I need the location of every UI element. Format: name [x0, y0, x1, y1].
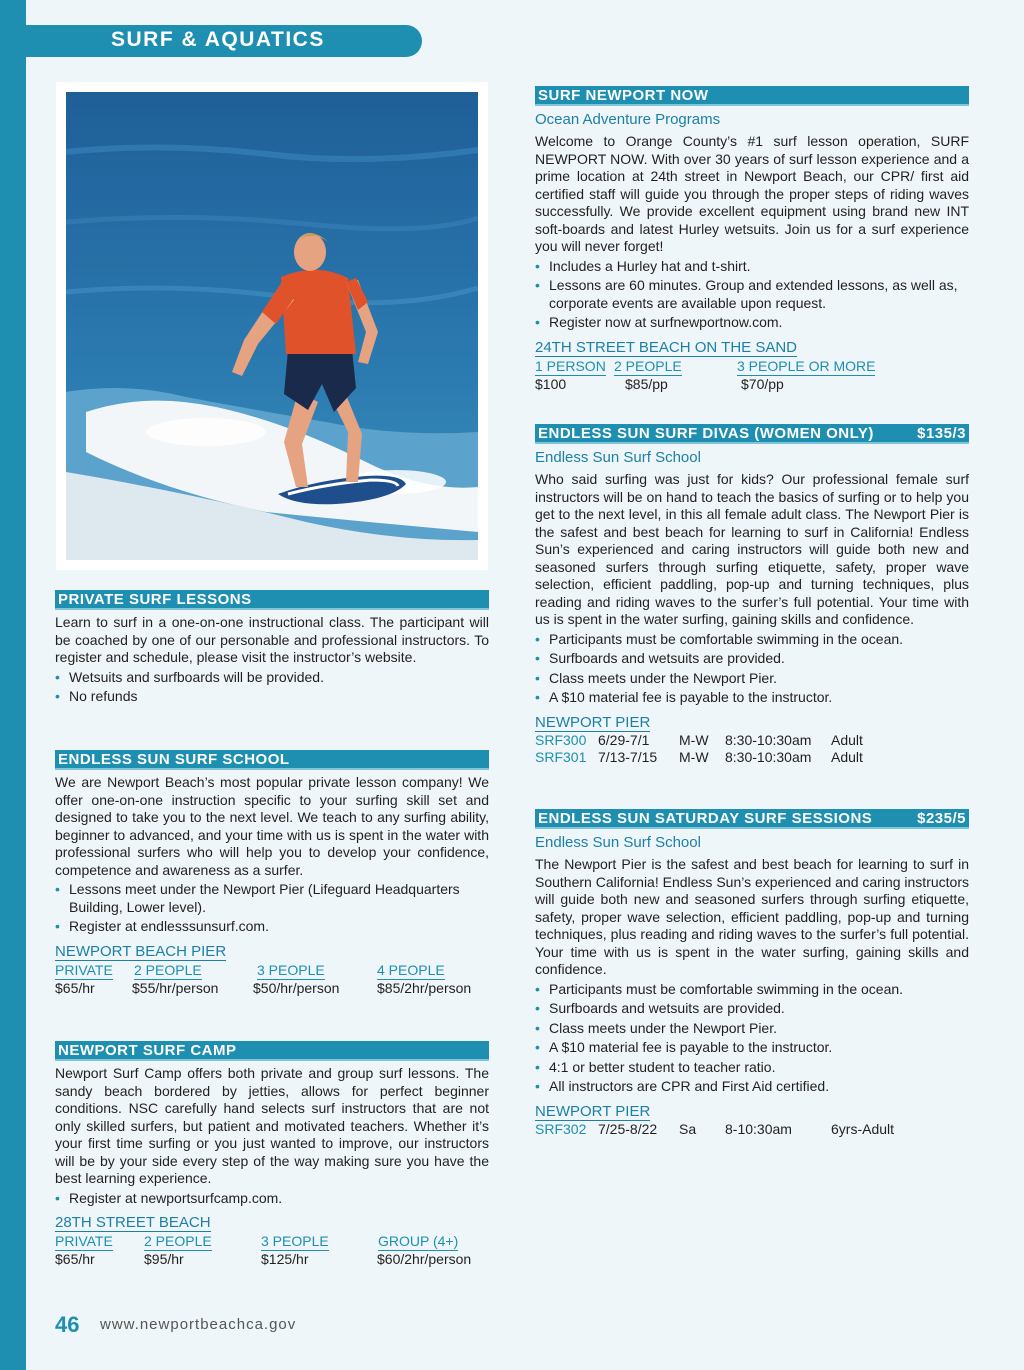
list-item: • A $10 material fee is payable to the instructor.	[535, 1039, 969, 1057]
surfer-photo-frame	[56, 82, 488, 570]
list-item: • No refunds	[55, 688, 489, 706]
newport-surf-camp-section	[55, 1041, 489, 1268]
list-item: • Lessons are 60 minutes. Group and extended lessons, as well as, corporate events are available upon request.	[535, 277, 969, 312]
list-item: • Surfboards and wetsuits are provided.	[535, 650, 969, 668]
surfer-photo	[66, 92, 478, 560]
list-item: • Wetsuits and surfboards will be provided.	[55, 669, 489, 687]
section-body: Learn to surf in a one-on-one instructional class. The participant will be coached by one of our personable and professional instructors. To register and schedule, please visit the instructor’s website.	[55, 614, 489, 665]
bullet-list	[535, 631, 969, 707]
section-price: $135/3	[917, 425, 966, 442]
list-item: • Class meets under the Newport Pier.	[535, 1020, 969, 1038]
section-subtitle: Ocean Adventure Programs	[535, 111, 721, 128]
section-header: ENDLESS SUN SURF SCHOOL	[55, 750, 489, 770]
price-header-row: 1 PERSON 2 PEOPLE 3 PEOPLE OR MORE	[535, 357, 876, 374]
bullet-list	[55, 1190, 489, 1208]
section-header: PRIVATE SURF LESSONS	[55, 590, 489, 610]
list-item: • Lessons meet under the Newport Pier (Lifeguard Headquarters Building, Lower level).	[55, 881, 489, 916]
location-heading: NEWPORT BEACH PIER	[55, 942, 227, 960]
list-item: • Participants must be comfortable swimming in the ocean.	[535, 981, 969, 999]
section-body: Newport Surf Camp offers both private and group surf lessons. The sandy beach bordered by jetties, allows for perfect beginner conditions. NSC carefully hand selects surf instructors that are not only skilled surfers, but patient and motivated teachers. Whether it’s your first time surfing or you just wanted to improve, our instructors will be by your side every step of the way making sure you have the best learning experience.	[55, 1065, 489, 1186]
private-lessons-section	[55, 590, 489, 708]
saturday-sessions-section	[535, 809, 969, 1138]
section-header: ENDLESS SUN SURF DIVAS (WOMEN ONLY) $135/3	[535, 424, 969, 444]
location-heading: 24TH STREET BEACH ON THE SAND	[535, 338, 798, 356]
bullet-list	[55, 881, 489, 936]
surf-divas-section	[535, 424, 969, 767]
location-heading: 28TH STREET BEACH	[55, 1214, 211, 1231]
section-body: The Newport Pier is the safest and best beach for learning to surf in Southern California! Endless Sun’s experienced and caring instructors will guide both new and seasoned surfers through surfing etiquette, safety, proper wave selection, efficient paddling, pop-up and turning techniques, plus reading and riding waves to the surfer’s full potential. Your time with us is spent in the water surfing, gaining skills and confidence.	[535, 856, 969, 977]
section-body: We are Newport Beach’s most popular private lesson company! We offer one-on-one instruction specific to your surfing skill set and designed to take you to the next level. We teach to any surfing ability, beginner to advanced, and your time with us is spent in the water with professional surfers who will help you to develop your confidence, competence and awareness as a surfer.	[55, 774, 489, 878]
price-row: $65/hr $95/hr $125/hr $60/2hr/person	[55, 1251, 472, 1267]
section-header: SURF NEWPORT NOW	[535, 86, 969, 106]
list-item: • 4:1 or better student to teacher ratio.	[535, 1059, 969, 1077]
list-item: • All instructors are CPR and First Aid certified.	[535, 1078, 969, 1096]
list-item: • Participants must be comfortable swimming in the ocean.	[535, 631, 969, 649]
schedule-row: SRF301 7/13-7/15 M-W 8:30-10:30am Adult	[535, 749, 863, 765]
list-item: • A $10 material fee is payable to the instructor.	[535, 689, 969, 707]
bullet-list	[535, 258, 969, 332]
section-price: $235/5	[917, 810, 966, 827]
footer-url[interactable]: www.newportbeachca.gov	[100, 1316, 297, 1333]
price-row: $100 $85/pp $70/pp	[535, 375, 784, 392]
surf-newport-now-section	[535, 86, 969, 393]
price-header-row: PRIVATE 2 PEOPLE 3 PEOPLE GROUP (4+)	[55, 1233, 459, 1249]
price-row: $65/hr $55/hr/person $50/hr/person $85/2hr/person	[55, 979, 472, 996]
list-item: • Register now at surfnewportnow.com.	[535, 314, 969, 332]
list-item: • Includes a Hurley hat and t-shirt.	[535, 258, 969, 276]
section-title: SURF & AQUATICS	[26, 25, 422, 57]
page-sidebar-bar	[0, 0, 26, 1370]
endless-sun-school-section	[55, 750, 489, 997]
schedule-row: SRF302 7/25-8/22 Sa 8-10:30am 6yrs-Adult	[535, 1120, 895, 1137]
section-body: Who said surfing was just for kids? Our professional female surf instructors will be on hand to teach the basics of surfing or to help you get to the next level, in this all female adult class. The Newport Pier is the safest and best beach for learning to surf in California! Endless Sun’s experienced and caring instructors will guide both new and seasoned surfers through surfing etiquette, safety, proper wave selection, efficient paddling, pop-up and turning techniques, plus reading and riding waves to the surfer’s full potential. Your time with us is spent in the water surfing, gaining skills and confidence.	[535, 471, 969, 627]
section-header: ENDLESS SUN SATURDAY SURF SESSIONS $235/5	[535, 809, 969, 829]
price-header-row: PRIVATE 2 PEOPLE 3 PEOPLE 4 PEOPLE	[55, 961, 445, 978]
location-heading: NEWPORT PIER	[535, 713, 651, 731]
section-subtitle: Endless Sun Surf School	[535, 834, 701, 851]
bullet-list	[55, 669, 489, 706]
section-subtitle: Endless Sun Surf School	[535, 449, 701, 466]
schedule-row: SRF300 6/29-7/1 M-W 8:30-10:30am Adult	[535, 731, 863, 748]
section-header: NEWPORT SURF CAMP	[55, 1041, 489, 1061]
list-item: • Surfboards and wetsuits are provided.	[535, 1000, 969, 1018]
location-heading: NEWPORT PIER	[535, 1102, 651, 1120]
page-number: 46	[55, 1312, 80, 1337]
list-item: • Register at newportsurfcamp.com.	[55, 1190, 489, 1208]
list-item: • Register at endlesssunsurf.com.	[55, 918, 489, 936]
section-body: Welcome to Orange County’s #1 surf lesson operation, SURF NEWPORT NOW. With over 30 years of surf lesson experience and a prime location at 24th street in Newport Beach, our CPR/ first aid certified staff will guide you through the proper steps of riding waves successfully. We provide excellent equipment using brand new INT soft-boards and latest Hurley wetsuits. Join us for a surf experience you will never forget!	[535, 133, 969, 254]
bullet-list	[535, 981, 969, 1096]
list-item: • Class meets under the Newport Pier.	[535, 670, 969, 688]
